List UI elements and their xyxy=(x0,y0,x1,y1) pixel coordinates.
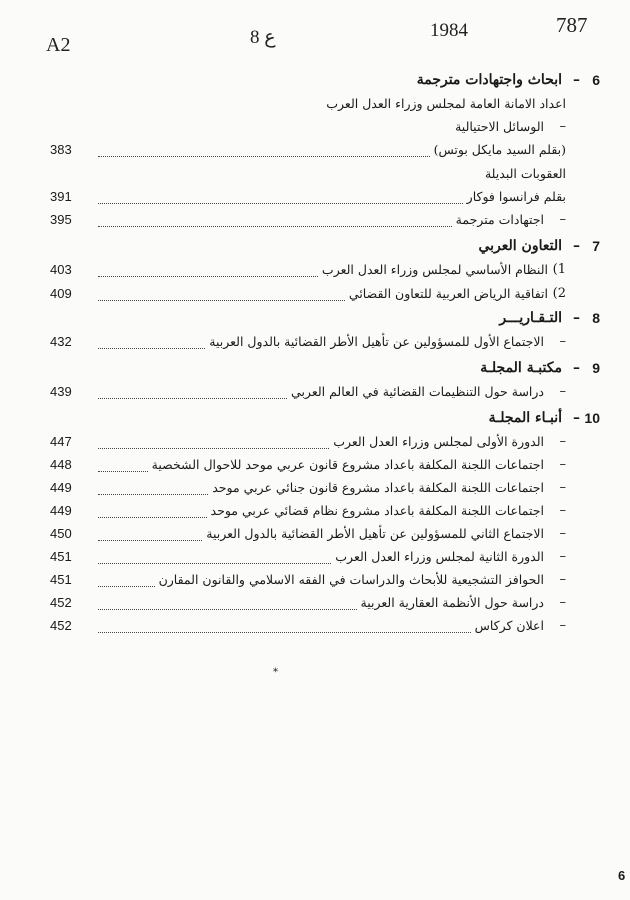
entry-marker: – xyxy=(559,457,566,472)
dot-leader xyxy=(98,586,155,587)
section-number: 9 xyxy=(592,360,600,376)
toc-entry xyxy=(50,166,570,186)
toc-entry xyxy=(50,480,570,500)
entry-page: 449 xyxy=(50,503,72,518)
entry-text: (بقلم السيد مايكل بوتس) xyxy=(433,142,566,157)
asterisk-mark: * xyxy=(273,667,278,678)
dot-leader xyxy=(98,448,329,449)
entry-marker: – xyxy=(559,503,566,518)
entry-text: اجتهادات مترجمة xyxy=(455,212,544,227)
entry-text: الدورة الثانية لمجلس وزراء العدل العرب xyxy=(335,549,544,564)
dot-leader xyxy=(98,632,471,633)
section-heading xyxy=(50,310,600,334)
entry-marker: – xyxy=(559,480,566,495)
entry-marker: – xyxy=(559,212,566,227)
entry-page: 447 xyxy=(50,434,72,449)
handwritten-issue: ع 8 xyxy=(250,27,276,48)
entry-text: الوسائل الاحتيالية xyxy=(455,119,544,134)
entry-page: 449 xyxy=(50,480,72,495)
entry-marker: – xyxy=(559,618,566,633)
entry-page: 448 xyxy=(50,457,72,472)
page-number: 6 xyxy=(618,868,626,883)
section-title: مكتبـة المجلـة xyxy=(480,360,562,376)
section-number: 8 xyxy=(592,310,600,326)
section-title: التعاون العربي xyxy=(478,238,562,254)
toc-entry xyxy=(50,595,570,615)
entry-page: 450 xyxy=(50,526,72,541)
section-title: التـقـاريـــر xyxy=(499,310,562,326)
toc-entry xyxy=(50,212,570,232)
entry-text: اجتماعات اللجنة المكلفة باعداد مشروع قانون عربي موحد للاحوال الشخصية xyxy=(151,457,544,472)
entry-text: الاجتماع الثاني للمسؤولين عن تأهيل الأطر القضائية بالدول العربية xyxy=(206,526,544,541)
entry-text: الاجتماع الأول للمسؤولين عن تأهيل الأطر القضائية بالدول العربية xyxy=(209,334,544,349)
dot-leader xyxy=(98,300,345,301)
toc-entry xyxy=(50,96,570,116)
section-dash: – xyxy=(573,238,580,254)
section-heading xyxy=(50,238,600,262)
dot-leader xyxy=(98,517,207,518)
entry-page: 452 xyxy=(50,595,72,610)
section-dash: – xyxy=(573,410,580,426)
entry-text: اجتماعات اللجنة المكلفة باعداد مشروع نظام قضائي عربي موحد xyxy=(210,503,544,518)
toc-entry xyxy=(50,618,570,638)
section-dash: – xyxy=(573,72,580,88)
entry-page: 451 xyxy=(50,549,72,564)
handwritten-number: 787 xyxy=(556,13,588,37)
dot-leader xyxy=(98,276,318,277)
toc-entry xyxy=(50,457,570,477)
entry-text: اعلان كركاس xyxy=(474,618,544,633)
entry-page: 403 xyxy=(50,262,72,277)
entry-page: 409 xyxy=(50,286,72,301)
entry-text: النظام الأساسي لمجلس وزراء العدل العرب xyxy=(321,262,548,277)
dot-leader xyxy=(98,609,357,610)
dot-leader xyxy=(98,156,430,157)
dot-leader xyxy=(98,203,463,204)
entry-marker: 1) xyxy=(552,262,566,277)
entry-text: العقوبات البديلة xyxy=(484,166,566,181)
dot-leader xyxy=(98,540,202,541)
toc-entry xyxy=(50,503,570,523)
toc-entry xyxy=(50,262,570,282)
entry-text: بقلم فرانسوا فوكار xyxy=(466,189,566,204)
entry-marker: – xyxy=(559,119,566,134)
section-title: أنبـاء المجلـة xyxy=(488,410,562,426)
dot-leader xyxy=(98,494,208,495)
entry-marker: 2) xyxy=(552,286,566,301)
section-dash: – xyxy=(573,310,580,326)
entry-text: الدورة الأولى لمجلس وزراء العدل العرب xyxy=(333,434,544,449)
dot-leader xyxy=(98,348,205,349)
toc-entry xyxy=(50,434,570,454)
entry-text: اعداد الامانة العامة لمجلس وزراء العدل العرب xyxy=(326,96,566,111)
entry-text: اتفاقية الرياض العربية للتعاون القضائي xyxy=(348,286,548,301)
section-dash: – xyxy=(573,360,580,376)
toc-entry xyxy=(50,384,570,404)
section-number: 6 xyxy=(592,72,600,88)
entry-page: 451 xyxy=(50,572,72,587)
entry-marker: – xyxy=(559,526,566,541)
handwritten-code: A2 xyxy=(46,34,71,56)
section-number: 7 xyxy=(592,238,600,254)
dot-leader xyxy=(98,226,452,227)
entry-text: دراسة حول التنظيمات القضائية في العالم العربي xyxy=(291,384,544,399)
toc-entry xyxy=(50,286,570,306)
entry-marker: – xyxy=(559,595,566,610)
dot-leader xyxy=(98,398,287,399)
entry-marker: – xyxy=(559,549,566,564)
section-heading xyxy=(50,410,600,434)
handwritten-year: 1984 xyxy=(430,20,468,41)
toc-entry xyxy=(50,119,570,139)
toc-entry xyxy=(50,526,570,546)
toc-entry xyxy=(50,189,570,209)
entry-page: 439 xyxy=(50,384,72,399)
entry-text: اجتماعات اللجنة المكلفة باعداد مشروع قانون جنائي عربي موحد xyxy=(212,480,544,495)
entry-marker: – xyxy=(559,434,566,449)
toc-entry xyxy=(50,572,570,592)
dot-leader xyxy=(98,471,148,472)
entry-marker: – xyxy=(559,334,566,349)
toc-entry xyxy=(50,334,570,354)
entry-page: 452 xyxy=(50,618,72,633)
entry-text: دراسة حول الأنظمة العقارية العربية xyxy=(360,595,544,610)
toc-entry xyxy=(50,549,570,569)
entry-text: الحوافز التشجيعية للأبحاث والدراسات في الفقه الاسلامي والقانون المقارن xyxy=(158,572,544,587)
entry-page: 391 xyxy=(50,189,72,204)
toc-entry xyxy=(50,142,570,162)
section-heading xyxy=(50,72,600,96)
section-title: ابحاث واجتهادات مترجمة xyxy=(416,72,562,88)
section-heading xyxy=(50,360,600,384)
section-number: 10 xyxy=(584,410,600,426)
entry-page: 432 xyxy=(50,334,72,349)
dot-leader xyxy=(98,563,331,564)
entry-marker: – xyxy=(559,572,566,587)
entry-page: 395 xyxy=(50,212,72,227)
entry-marker: – xyxy=(559,384,566,399)
entry-page: 383 xyxy=(50,142,72,157)
